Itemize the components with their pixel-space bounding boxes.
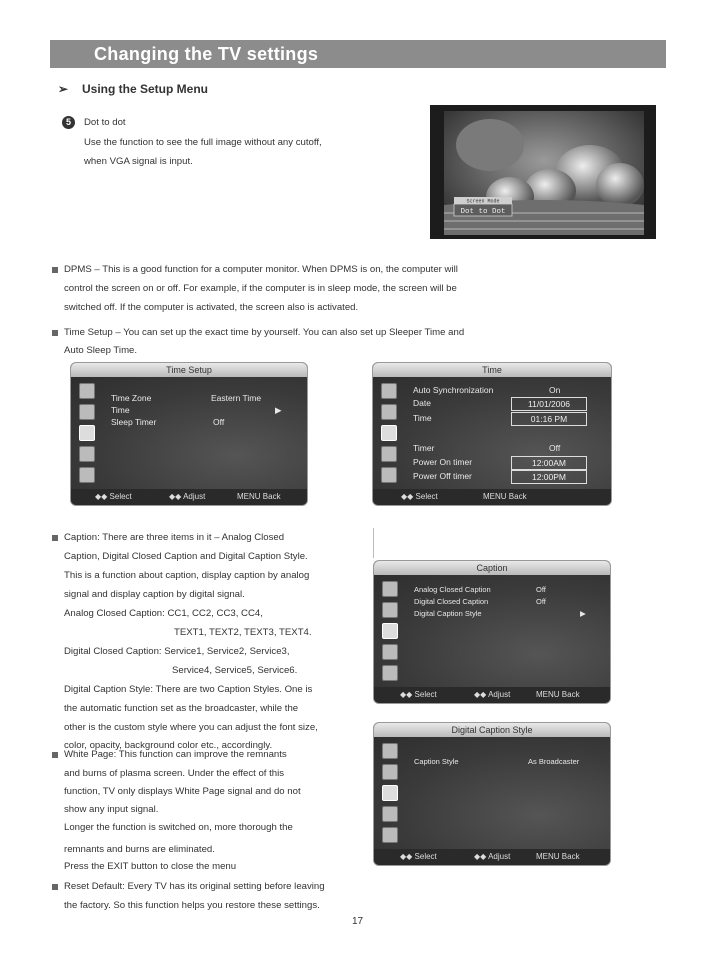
caption-menu [373,560,611,704]
menu-item-time-zone[interactable]: Time Zone [111,393,152,403]
time-field[interactable]: 01:16 PM [511,412,587,426]
adjust-hint: ◆◆ Adjust [474,690,511,699]
digital-caption-style-menu [373,722,611,866]
power-on-field[interactable]: 12:00AM [511,456,587,470]
caption-l10: the automatic function set as the broadcaster, while the [64,703,299,714]
setup-icon[interactable] [382,644,398,660]
menu-icons [382,581,400,686]
dpms-line3: switched off. If the computer is activated, the screen also is activated. [64,302,359,313]
bullet [52,752,58,758]
caption-icon[interactable] [382,623,398,639]
time-setup-menu [70,362,308,506]
sound-icon[interactable] [381,404,397,420]
lock-icon[interactable] [382,827,398,843]
menu-title: Time [373,363,611,377]
fruit-basket-image [430,105,656,239]
menu-item-power-off-timer[interactable]: Power Off timer [413,471,472,481]
menu-body [374,737,610,849]
submenu-arrow-icon: ▶ [275,405,282,415]
menu-icons [79,383,97,488]
sound-icon[interactable] [79,404,95,420]
select-hint-text: Select [414,852,437,861]
menu-item-time[interactable]: Time [111,405,130,415]
dot-line2: when VGA signal is input. [84,156,193,167]
caption-l9: Digital Caption Style: There are two Caption Styles. One is [64,684,313,695]
menu-item-power-on-timer[interactable]: Power On timer [413,457,473,467]
caption-l4: signal and display caption by digital signal. [64,589,245,600]
caption-l1: Caption: There are three items in it – Analog Closed [64,532,285,543]
section-heading-text: Using the Setup Menu [82,82,208,96]
menu-footer [373,489,611,505]
back-hint: MENU Back [536,690,580,699]
select-hint: ◆◆ Select [400,852,437,861]
menu-footer [71,489,307,505]
white-page-l7: Press the EXIT button to close the menu [64,861,237,872]
menu-item-date[interactable]: Date [413,398,431,408]
select-hint: ◆◆ Select [401,492,438,501]
menu-value-sleep-timer: Off [213,417,225,427]
setup-icon[interactable] [382,806,398,822]
caption-l11: other is the custom style where you can adjust the font size, [64,722,318,733]
time-setup-line1: Time Setup – You can set up the exact time by yourself. You can also set up Sleeper Time and [64,327,465,338]
caption-l12: color, opacity, background color etc., accordingly. [64,740,273,751]
time-setup-line2: Auto Sleep Time. [64,345,138,356]
time-menu [372,362,612,506]
menu-value-timer: Off [549,443,561,453]
caption-l8: Service4, Service5, Service6. [172,665,298,676]
menu-item-time[interactable]: Time [413,413,432,423]
sound-icon[interactable] [382,602,398,618]
bullet [52,267,58,273]
time-icon[interactable] [381,425,397,441]
dot-title: Dot to dot [84,117,126,128]
select-hint-text: Select [415,492,438,501]
section-heading [58,82,208,96]
menu-value-digital-cc: Off [536,597,546,606]
caption-icon[interactable] [382,785,398,801]
tv-screen-photo [430,105,656,239]
bullet [52,884,58,890]
menu-value-auto-sync: On [549,385,561,395]
white-page-l5: Longer the function is switched on, more thorough the [64,822,293,833]
menu-title: Digital Caption Style [374,723,610,737]
submenu-arrow-icon: ▶ [580,609,586,618]
adjust-hint: ◆◆ Adjust [474,852,511,861]
page-number: 17 [352,916,364,927]
menu-item-analog-cc[interactable]: Analog Closed Caption [414,585,491,594]
dot-line1: Use the function to see the full image without any cutoff, [84,137,322,148]
sound-icon[interactable] [382,764,398,780]
menu-body [71,377,307,489]
menu-item-caption-style[interactable]: Caption Style [414,757,459,766]
caption-l2: Caption, Digital Closed Caption and Digital Caption Style. [64,551,308,562]
picture-icon[interactable] [382,743,398,759]
lock-icon[interactable] [382,665,398,681]
reset-l1: Reset Default: Every TV has its original setting before leaving [64,881,325,892]
menu-body [374,575,610,687]
lock-icon[interactable] [79,467,95,483]
arrow-icon: ➢ [58,82,69,96]
menu-item-auto-sync[interactable]: Auto Synchronization [413,385,494,395]
adjust-hint-text: Adjust [488,690,511,699]
menu-item-sleep-timer[interactable]: Sleep Timer [111,417,157,427]
photo-label-mode: Screen Mode [466,198,500,205]
white-page-l4: show any input signal. [64,804,159,815]
menu-value-time-zone: Eastern Time [211,393,262,403]
back-hint: MENU Back [536,852,580,861]
caption-l6: TEXT1, TEXT2, TEXT3, TEXT4. [174,627,312,638]
divider [373,528,374,558]
setup-icon[interactable] [381,446,397,462]
adjust-hint-text: Adjust [183,492,206,501]
menu-value-analog-cc: Off [536,585,546,594]
adjust-hint: ◆◆ Adjust [169,492,206,501]
picture-icon[interactable] [382,581,398,597]
menu-value-caption-style: As Broadcaster [528,757,580,766]
menu-icons [381,383,399,488]
select-hint-text: Select [414,690,437,699]
menu-body [373,377,611,489]
menu-item-digital-cc[interactable]: Digital Closed Caption [414,597,489,606]
white-page-l6: remnants and burns are eliminated. [64,844,215,855]
menu-footer [374,687,610,703]
menu-item-digital-caption-style[interactable]: Digital Caption Style [414,609,482,618]
select-hint: ◆◆ Select [95,492,132,501]
date-field[interactable]: 11/01/2006 [511,397,587,411]
white-page-l3: function, TV only displays White Page signal and do not [64,786,301,797]
menu-title: Time Setup [71,363,307,377]
back-hint: MENU Back [483,492,527,501]
reset-l2: the factory. So this function helps you restore these settings. [64,900,320,911]
menu-item-timer[interactable]: Timer [413,443,435,453]
select-hint: ◆◆ Select [400,690,437,699]
menu-title: Caption [374,561,610,575]
menu-footer [374,849,610,865]
setup-icon[interactable] [79,446,95,462]
adjust-hint-text: Adjust [488,852,511,861]
dpms-line2: control the screen on or off. For example, if the computer is in sleep mode, the screen will be [64,283,457,294]
bullet [52,330,58,336]
step-number-badge: 5 [62,116,75,129]
bullet [52,535,58,541]
back-hint: MENU Back [237,492,281,501]
page-title: Changing the TV settings [94,44,319,64]
white-page-l1: White Page: This function can improve the remnants [64,749,287,760]
caption-l5: Analog Closed Caption: CC1, CC2, CC3, CC4, [64,608,263,619]
menu-icons [382,743,400,848]
picture-icon[interactable] [381,383,397,399]
lock-icon[interactable] [381,467,397,483]
photo-label-value: Dot to Dot [460,208,506,216]
select-hint-text: Select [109,492,132,501]
caption-l3: This is a function about caption, display caption by analog [64,570,310,581]
caption-l7: Digital Closed Caption: Service1, Service2, Service3, [64,646,290,657]
power-off-field[interactable]: 12:00PM [511,470,587,484]
time-icon[interactable] [79,425,95,441]
picture-icon[interactable] [79,383,95,399]
white-page-l2: and burns of plasma screen. Under the effect of this [64,768,285,779]
dpms-line1: DPMS – This is a good function for a computer monitor. When DPMS is on, the computer will [64,264,458,275]
